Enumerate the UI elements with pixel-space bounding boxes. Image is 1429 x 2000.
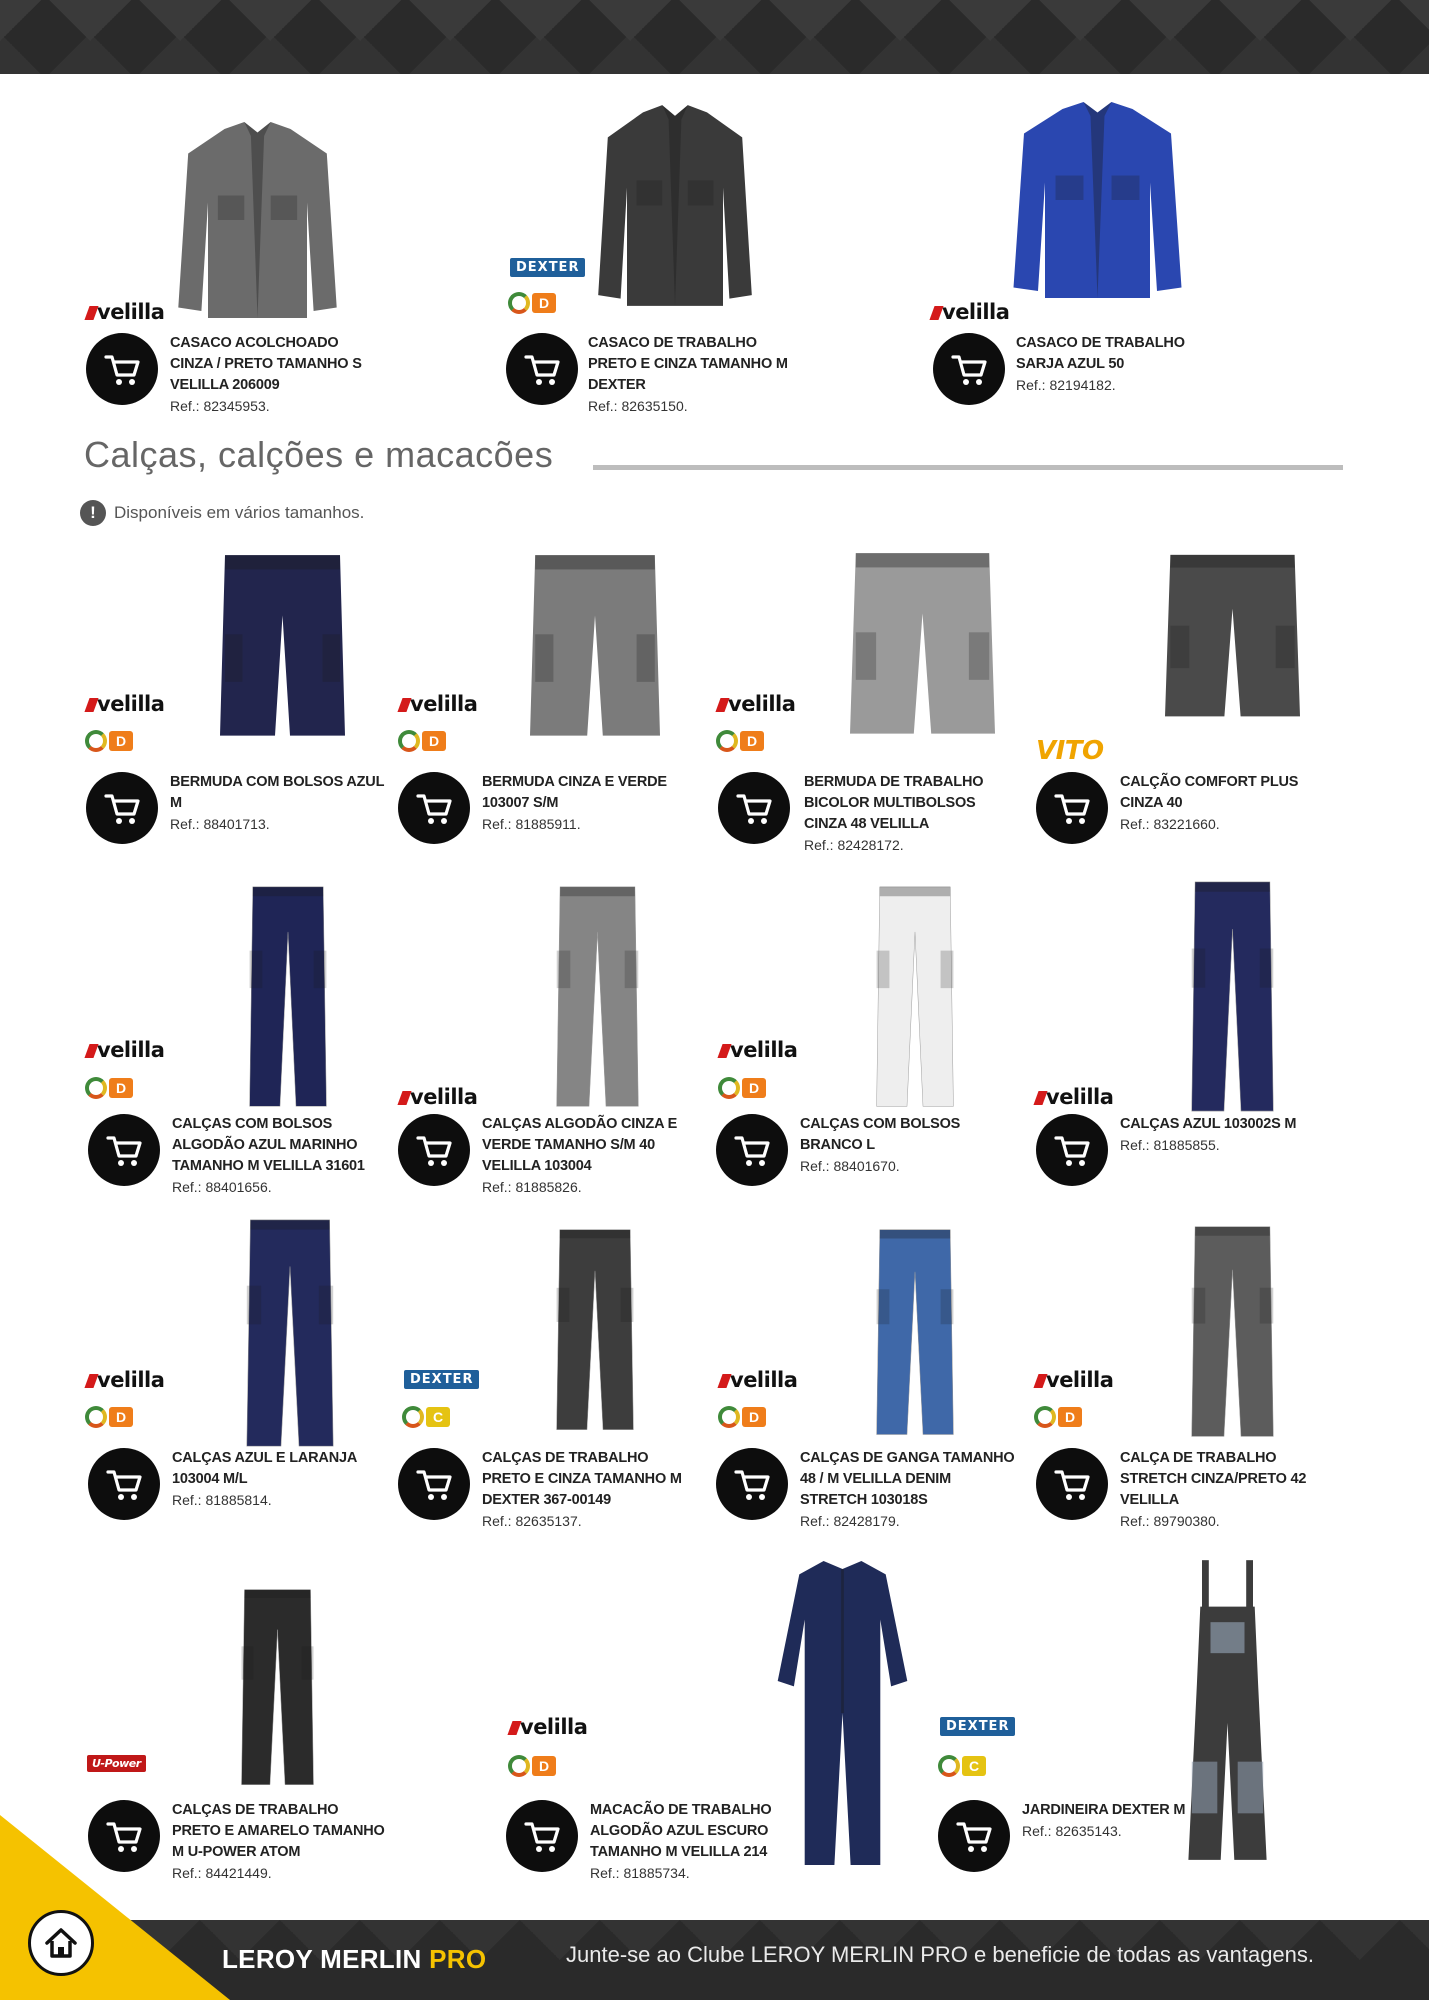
cart-icon xyxy=(949,349,989,389)
product-ref: Ref.: 88401656. xyxy=(172,1179,272,1195)
brand-logo: velilla xyxy=(400,1085,477,1109)
cart-icon xyxy=(732,1464,772,1504)
product-description xyxy=(1120,772,1335,834)
product-image[interactable] xyxy=(530,552,660,742)
product-ref: Ref.: 81885734. xyxy=(590,1865,690,1881)
product-name[interactable]: CALÇAS AZUL 103002S M xyxy=(1120,1116,1297,1132)
size-note xyxy=(80,500,364,526)
product-name[interactable]: CALÇAS DE GANGA TAMANHO 48 / M VELILLA DENIM STRETCH 103018S xyxy=(800,1450,1015,1508)
product-ref: Ref.: 81885911. xyxy=(482,816,581,832)
product-name[interactable]: BERMUDA DE TRABALHO BICOLOR MULTIBOLSOS CINZA 48 VELILLA xyxy=(804,774,984,832)
product-image[interactable] xyxy=(555,885,640,1110)
add-to-cart-button[interactable] xyxy=(86,333,158,405)
product-ref: Ref.: 84421449. xyxy=(172,1865,272,1881)
product-image[interactable] xyxy=(1010,95,1185,305)
brand-logo: velilla xyxy=(720,1038,797,1062)
cart-icon xyxy=(522,1816,562,1856)
eco-score-badge xyxy=(938,1755,986,1777)
product-description xyxy=(170,333,385,416)
eco-score-badge xyxy=(508,1755,556,1777)
product-name[interactable]: BERMUDA COM BOLSOS AZUL M xyxy=(170,774,384,811)
eco-grade: D xyxy=(109,731,133,751)
eco-score-badge xyxy=(508,292,556,314)
eco-ring-icon xyxy=(85,1406,107,1428)
footer-yellow-corner xyxy=(0,1815,230,2000)
eco-score-badge xyxy=(402,1406,450,1428)
product-ref: Ref.: 82428172. xyxy=(804,837,904,853)
product-description xyxy=(800,1448,1015,1531)
product-image[interactable] xyxy=(1190,1225,1275,1440)
eco-score-badge xyxy=(1034,1406,1082,1428)
brand-logo: velilla xyxy=(87,300,164,324)
add-to-cart-button[interactable] xyxy=(718,772,790,844)
eco-score-badge xyxy=(85,1406,133,1428)
product-name[interactable]: CALÇAS ALGODÃO CINZA E VERDE TAMANHO S/M 40 VELILLA 103004 xyxy=(482,1116,678,1174)
product-ref: Ref.: 81885855. xyxy=(1120,1137,1220,1153)
eco-grade: D xyxy=(742,1407,766,1427)
product-name[interactable]: MACACÃO DE TRABALHO ALGODÃO AZUL ESCURO TAMANHO M VELILLA 214 xyxy=(590,1802,772,1860)
cart-icon xyxy=(104,1130,144,1170)
add-to-cart-button[interactable] xyxy=(398,1114,470,1186)
brand-logo: velilla xyxy=(932,300,1009,324)
eco-score-badge xyxy=(85,1077,133,1099)
product-description xyxy=(800,1114,1015,1176)
home-button[interactable] xyxy=(28,1910,94,1976)
eco-grade: C xyxy=(426,1407,450,1427)
product-image[interactable] xyxy=(245,1218,335,1450)
cart-icon xyxy=(732,1130,772,1170)
footer-logo xyxy=(222,1944,486,1975)
product-description xyxy=(172,1114,387,1197)
product-ref: Ref.: 89790380. xyxy=(1120,1513,1220,1529)
product-ref: Ref.: 82345953. xyxy=(170,398,270,414)
product-image[interactable] xyxy=(1165,552,1300,722)
info-icon: ! xyxy=(80,500,106,526)
add-to-cart-button[interactable] xyxy=(86,772,158,844)
brand-logo: velilla xyxy=(510,1715,587,1739)
product-ref: Ref.: 88401713. xyxy=(170,816,270,832)
eco-grade: D xyxy=(740,731,764,751)
eco-ring-icon xyxy=(1034,1406,1056,1428)
product-ref: Ref.: 88401670. xyxy=(800,1158,900,1174)
product-name[interactable]: CASACO DE TRABALHO SARJA AZUL 50 xyxy=(1016,335,1185,372)
brand-logo: DEXTER xyxy=(404,1370,479,1389)
product-image[interactable] xyxy=(220,552,345,742)
product-image[interactable] xyxy=(248,885,328,1110)
eco-grade: C xyxy=(962,1756,986,1776)
size-note-text: Disponíveis em vários tamanhos. xyxy=(114,503,365,522)
product-ref: Ref.: 82428179. xyxy=(800,1513,900,1529)
product-name[interactable]: CASACO ACOLCHOADO CINZA / PRETO TAMANHO S VELILLA 206009 xyxy=(170,335,362,393)
product-description xyxy=(170,772,385,834)
add-to-cart-button[interactable] xyxy=(398,772,470,844)
product-description xyxy=(482,1448,697,1531)
product-ref: Ref.: 81885826. xyxy=(482,1179,582,1195)
eco-grade: D xyxy=(532,1756,556,1776)
product-image[interactable] xyxy=(175,115,340,325)
eco-score-badge xyxy=(398,730,446,752)
cart-icon xyxy=(734,788,774,828)
eco-grade: D xyxy=(109,1407,133,1427)
product-description xyxy=(1016,333,1231,395)
product-image[interactable] xyxy=(1190,880,1275,1115)
product-description xyxy=(172,1448,387,1510)
product-name[interactable]: CASACO DE TRABALHO PRETO E CINZA TAMANHO M DEXTER xyxy=(588,335,788,393)
top-banner xyxy=(0,0,1429,74)
footer-tagline: Junte-se ao Clube LEROY MERLIN PRO e beneficie de todas as vantagens. xyxy=(566,1942,1315,1967)
add-to-cart-button[interactable] xyxy=(88,1448,160,1520)
eco-ring-icon xyxy=(716,730,738,752)
brand-logo: U-Power xyxy=(87,1755,146,1772)
product-image[interactable] xyxy=(240,1588,315,1788)
section-divider xyxy=(593,465,1343,470)
product-name[interactable]: CALÇÃO COMFORT PLUS CINZA 40 xyxy=(1120,774,1299,811)
add-to-cart-button[interactable] xyxy=(716,1448,788,1520)
eco-ring-icon xyxy=(85,730,107,752)
cart-icon xyxy=(1052,788,1092,828)
eco-ring-icon xyxy=(718,1077,740,1099)
cart-icon xyxy=(414,1464,454,1504)
cart-icon xyxy=(102,788,142,828)
brand-logo: velilla xyxy=(87,692,164,716)
product-name[interactable]: JARDINEIRA DEXTER M xyxy=(1022,1802,1186,1818)
cart-icon xyxy=(102,349,142,389)
eco-ring-icon xyxy=(718,1406,740,1428)
brand-logo: VITO xyxy=(1036,736,1104,766)
product-image[interactable] xyxy=(555,1228,635,1433)
product-description xyxy=(482,1114,697,1197)
eco-ring-icon xyxy=(402,1406,424,1428)
eco-ring-icon xyxy=(938,1755,960,1777)
add-to-cart-button[interactable] xyxy=(1036,1114,1108,1186)
product-name[interactable]: CALÇAS AZUL E LARANJA 103004 M/L xyxy=(172,1450,357,1487)
add-to-cart-button[interactable] xyxy=(88,1114,160,1186)
eco-grade: D xyxy=(422,731,446,751)
product-description xyxy=(1022,1800,1237,1841)
product-description xyxy=(804,772,1019,855)
add-to-cart-button[interactable] xyxy=(506,1800,578,1872)
cart-icon xyxy=(522,349,562,389)
section-title: Calças, calções e macacões xyxy=(84,434,554,475)
add-to-cart-button[interactable] xyxy=(506,333,578,405)
cart-icon xyxy=(1052,1130,1092,1170)
eco-score-badge xyxy=(85,730,133,752)
product-ref: Ref.: 81885814. xyxy=(172,1492,272,1508)
eco-score-badge xyxy=(718,1406,766,1428)
cart-icon xyxy=(954,1816,994,1856)
product-ref: Ref.: 82635137. xyxy=(482,1513,582,1529)
product-description xyxy=(588,333,803,416)
eco-ring-icon xyxy=(508,1755,530,1777)
product-ref: Ref.: 82194182. xyxy=(1016,377,1116,393)
eco-grade: D xyxy=(1058,1407,1082,1427)
brand-logo: velilla xyxy=(1036,1368,1113,1392)
product-description xyxy=(1120,1114,1335,1155)
eco-score-badge xyxy=(718,1077,766,1099)
home-icon xyxy=(41,1923,81,1963)
brand-logo: DEXTER xyxy=(940,1717,1015,1736)
brand-logo: velilla xyxy=(87,1038,164,1062)
product-description xyxy=(482,772,697,834)
eco-grade: D xyxy=(532,293,556,313)
cart-icon xyxy=(1052,1464,1092,1504)
product-ref: Ref.: 82635143. xyxy=(1022,1823,1122,1839)
eco-score-badge xyxy=(716,730,764,752)
add-to-cart-button[interactable] xyxy=(398,1448,470,1520)
add-to-cart-button[interactable] xyxy=(938,1800,1010,1872)
eco-ring-icon xyxy=(508,292,530,314)
product-image[interactable] xyxy=(595,98,755,313)
eco-ring-icon xyxy=(398,730,420,752)
brand-logo: velilla xyxy=(1036,1085,1113,1109)
add-to-cart-button[interactable] xyxy=(716,1114,788,1186)
add-to-cart-button[interactable] xyxy=(933,333,1005,405)
product-description xyxy=(590,1800,805,1883)
product-ref: Ref.: 83221660. xyxy=(1120,816,1220,832)
brand-logo: velilla xyxy=(720,1368,797,1392)
product-name[interactable]: CALÇAS COM BOLSOS ALGODÃO AZUL MARINHO TAMANHO M VELILLA 31601 xyxy=(172,1116,365,1174)
brand-logo: velilla xyxy=(87,1368,164,1392)
footer-logo-main: LEROY MERLIN xyxy=(222,1944,430,1974)
product-name[interactable]: CALÇAS COM BOLSOS BRANCO L xyxy=(800,1116,961,1153)
product-image[interactable] xyxy=(875,885,955,1110)
add-to-cart-button[interactable] xyxy=(1036,1448,1108,1520)
product-description xyxy=(1120,1448,1335,1531)
add-to-cart-button[interactable] xyxy=(1036,772,1108,844)
cart-icon xyxy=(414,1130,454,1170)
eco-ring-icon xyxy=(85,1077,107,1099)
brand-logo: DEXTER xyxy=(510,258,585,277)
product-ref: Ref.: 82635150. xyxy=(588,398,688,414)
eco-grade: D xyxy=(742,1078,766,1098)
eco-grade: D xyxy=(109,1078,133,1098)
brand-logo: velilla xyxy=(718,692,795,716)
product-image[interactable] xyxy=(875,1228,955,1438)
footer-logo-pro: PRO xyxy=(429,1944,487,1974)
product-name[interactable]: CALÇAS DE TRABALHO PRETO E AMARELO TAMANHO M U-POWER ATOM xyxy=(172,1802,385,1860)
product-image[interactable] xyxy=(850,550,995,740)
brand-logo: velilla xyxy=(400,692,477,716)
product-name[interactable]: BERMUDA CINZA E VERDE 103007 S/M xyxy=(482,774,667,811)
product-name[interactable]: CALÇA DE TRABALHO STRETCH CINZA/PRETO 42 VELILLA xyxy=(1120,1450,1307,1508)
cart-icon xyxy=(104,1464,144,1504)
cart-icon xyxy=(414,788,454,828)
product-name[interactable]: CALÇAS DE TRABALHO PRETO E CINZA TAMANHO M DEXTER 367-00149 xyxy=(482,1450,682,1508)
